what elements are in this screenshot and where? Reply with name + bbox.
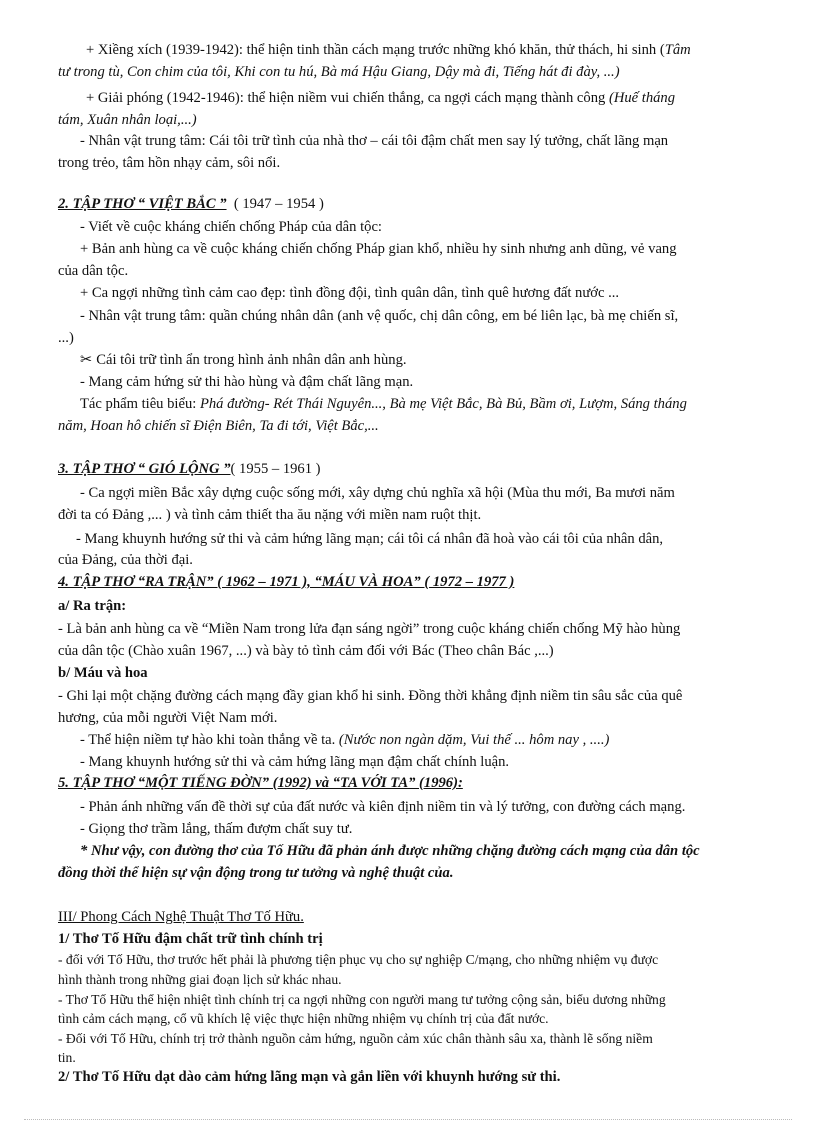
conclusion-line: đồng thời thể hiện sự vận động trong tư tưởng và nghệ thuật của.	[58, 865, 454, 881]
sec2-line: - Viết về cuộc kháng chiến chống Pháp của dân tộc:	[80, 219, 382, 235]
subheading-tru-tinh: 1/ Thơ Tố Hữu đậm chất trữ tình chính trị	[58, 931, 323, 947]
sec2-works-cont: năm, Hoan hô chiến sĩ Điện Biên, Ta đi tới, Việt Bắc,...	[58, 418, 379, 434]
paragraph-nhan-vat: - Nhân vật trung tâm: Cái tôi trữ tình của nhà thơ – cái tôi đậm chất men say lý tưởng, chất lãng mạn	[80, 133, 669, 149]
sec2-line: - Nhân vật trung tâm: quần chúng nhân dân (anh vệ quốc, chị dân công, em bé liên lạc, bà mẹ chiến sĩ,	[80, 308, 679, 324]
paragraph-xieng-xich: + Xiềng xích (1939-1942): thể hiện tinh thần cách mạng trước những khó khăn, thử thách, hi sinh (Tâm	[86, 42, 691, 58]
sec6-line: - Thơ Tố Hữu thể hiện nhiệt tình chính trị ca ngợi những con người mang tư tưởng cộng sản, biểu dương những	[58, 992, 666, 1007]
paragraph-xieng-xich-cont: tư trong tù, Con chim của tôi, Khi con tu hú, Bà má Hậu Giang, Dậy mà đi, Tiếng hát đi đày, ...)	[58, 64, 620, 80]
section-heading-viet-bac: 2. TẬP THƠ “ VIỆT BẮC ” ( 1947 – 1954 )	[58, 196, 324, 212]
sec6-line: - Đối với Tố Hữu, chính trị trở thành nguồn cảm hứng, nguồn cảm xúc chân thành sâu xa, thành lẽ sống niềm	[58, 1031, 653, 1046]
sec6-line: hình thành trong những giai đoạn lịch sử khác nhau.	[58, 972, 342, 987]
sec2-line: của dân tộc.	[58, 263, 129, 279]
scissors-icon: ✂	[80, 352, 93, 368]
sec4-line: - Là bản anh hùng ca về “Miền Nam trong lửa đạn sáng ngời” trong cuộc kháng chiến chống Mỹ hào hùng	[58, 621, 681, 637]
sec2-line: - Mang cảm hứng sử thi hào hùng và đậm chất lãng mạn.	[80, 374, 414, 390]
sec6-line: - đối với Tố Hữu, thơ trước hết phải là phương tiện phục vụ cho sự nghiệp C/mạng, cho những nhiệm vụ được	[58, 952, 659, 967]
section-heading-gio-long: 3. TẬP THƠ “ GIÓ LỘNG ”( 1955 – 1961 )	[58, 461, 321, 477]
sec2-works: Tác phẩm tiêu biểu: Phá đường- Rét Thái Nguyên..., Bà mẹ Việt Bắc, Bà Bủ, Bầm ơi, Lượm, Sáng tháng	[80, 396, 687, 412]
sec4-line: hương, của mỗi người Việt Nam mới.	[58, 710, 278, 726]
sec2-line: + Bản anh hùng ca về cuộc kháng chiến chống Pháp gian khổ, nhiều hy sinh nhưng anh dũng, vẻ vang	[80, 241, 677, 257]
sec4-line: - Thể hiện niềm tự hào khi toàn thắng về ta. (Nước non ngàn dặm, Vui thế ... hôm nay , ....)	[80, 732, 610, 748]
sec6-line: tình cảm cách mạng, cổ vũ khích lệ việc thực hiện những nhiệm vụ chính trị của đất nước.	[58, 1011, 549, 1026]
conclusion-line: * Như vậy, con đường thơ của Tố Hữu đã phản ánh được những chặng đường cách mạng của dân tộc	[80, 843, 700, 859]
sec2-line-scissors: ✂ Cái tôi trữ tình ẩn trong hình ảnh nhân dân anh hùng.	[80, 352, 407, 368]
sec6-line: tin.	[58, 1050, 76, 1065]
subheading-mau-va-hoa: b/ Máu và hoa	[58, 665, 148, 681]
sec5-line: - Giọng thơ trầm lắng, thấm đượm chất suy tư.	[80, 821, 353, 837]
sec3-line: của Đảng, của thời đại.	[58, 552, 193, 568]
paragraph-giai-phong: + Giải phóng (1942-1946): thể hiện niềm vui chiến thắng, ca ngợi cách mạng thành công (Huế tháng	[86, 90, 676, 106]
paragraph-nhan-vat-cont: trong trẻo, tâm hồn nhạy cảm, sôi nổi.	[58, 155, 281, 171]
sec2-line: ...)	[58, 330, 74, 346]
sec2-line: + Ca ngợi những tình cảm cao đẹp: tình đồng đội, tình quân dân, tình quê hương đất nước ...	[80, 285, 620, 301]
subheading-ra-tran: a/ Ra trận:	[58, 598, 127, 614]
sec3-line: - Ca ngợi miền Bắc xây dựng cuộc sống mới, xây dựng chủ nghĩa xã hội (Mùa thu mới, Ba mươi năm	[80, 485, 675, 501]
sec4-line: - Mang khuynh hướng sử thi và cảm hứng lãng mạn đậm chất chính luận.	[80, 754, 510, 770]
sec5-line: - Phản ánh những vấn đề thời sự của đất nước và kiên định niềm tin và lý tưởng, con đường cách mạng.	[80, 799, 686, 815]
sec3-line: - Mang khuynh hướng sử thi và cảm hứng lãng mạn; cái tôi cá nhân đã hoà vào cái tôi của nhân dân,	[76, 531, 664, 547]
subheading-lang-man: 2/ Thơ Tố Hữu dạt dào cảm hứng lãng mạn và gắn liền với khuynh hướng sử thi.	[58, 1069, 561, 1085]
paragraph-giai-phong-cont: tám, Xuân nhân loại,...)	[58, 112, 197, 128]
sec3-line: đời ta có Đảng ,... ) và tình cảm thiết tha ău nặng với miền nam ruột thịt.	[58, 507, 482, 523]
page-bottom-border	[24, 1119, 792, 1120]
sec4-line: của dân tộc (Chào xuân 1967, ...) và bày tỏ tình cảm đối với Bác (Theo chân Bác ,...)	[58, 643, 554, 659]
section-heading-ra-tran: 4. TẬP THƠ “RA TRẬN” ( 1962 – 1971 ), “MÁU VÀ HOA” ( 1972 – 1977 )	[58, 574, 515, 590]
sec4-line: - Ghi lại một chặng đường cách mạng đầy gian khổ hi sinh. Đồng thời khẳng định niềm tin sâu sắc của quê	[58, 688, 683, 704]
section-heading-mot-tieng-don: 5. TẬP THƠ “MỘT TIẾNG ĐỜN” (1992) và “TA VỚI TA” (1996):	[58, 775, 463, 791]
section-heading-phong-cach: III/ Phong Cách Nghệ Thuật Thơ Tố Hữu.	[58, 909, 304, 925]
